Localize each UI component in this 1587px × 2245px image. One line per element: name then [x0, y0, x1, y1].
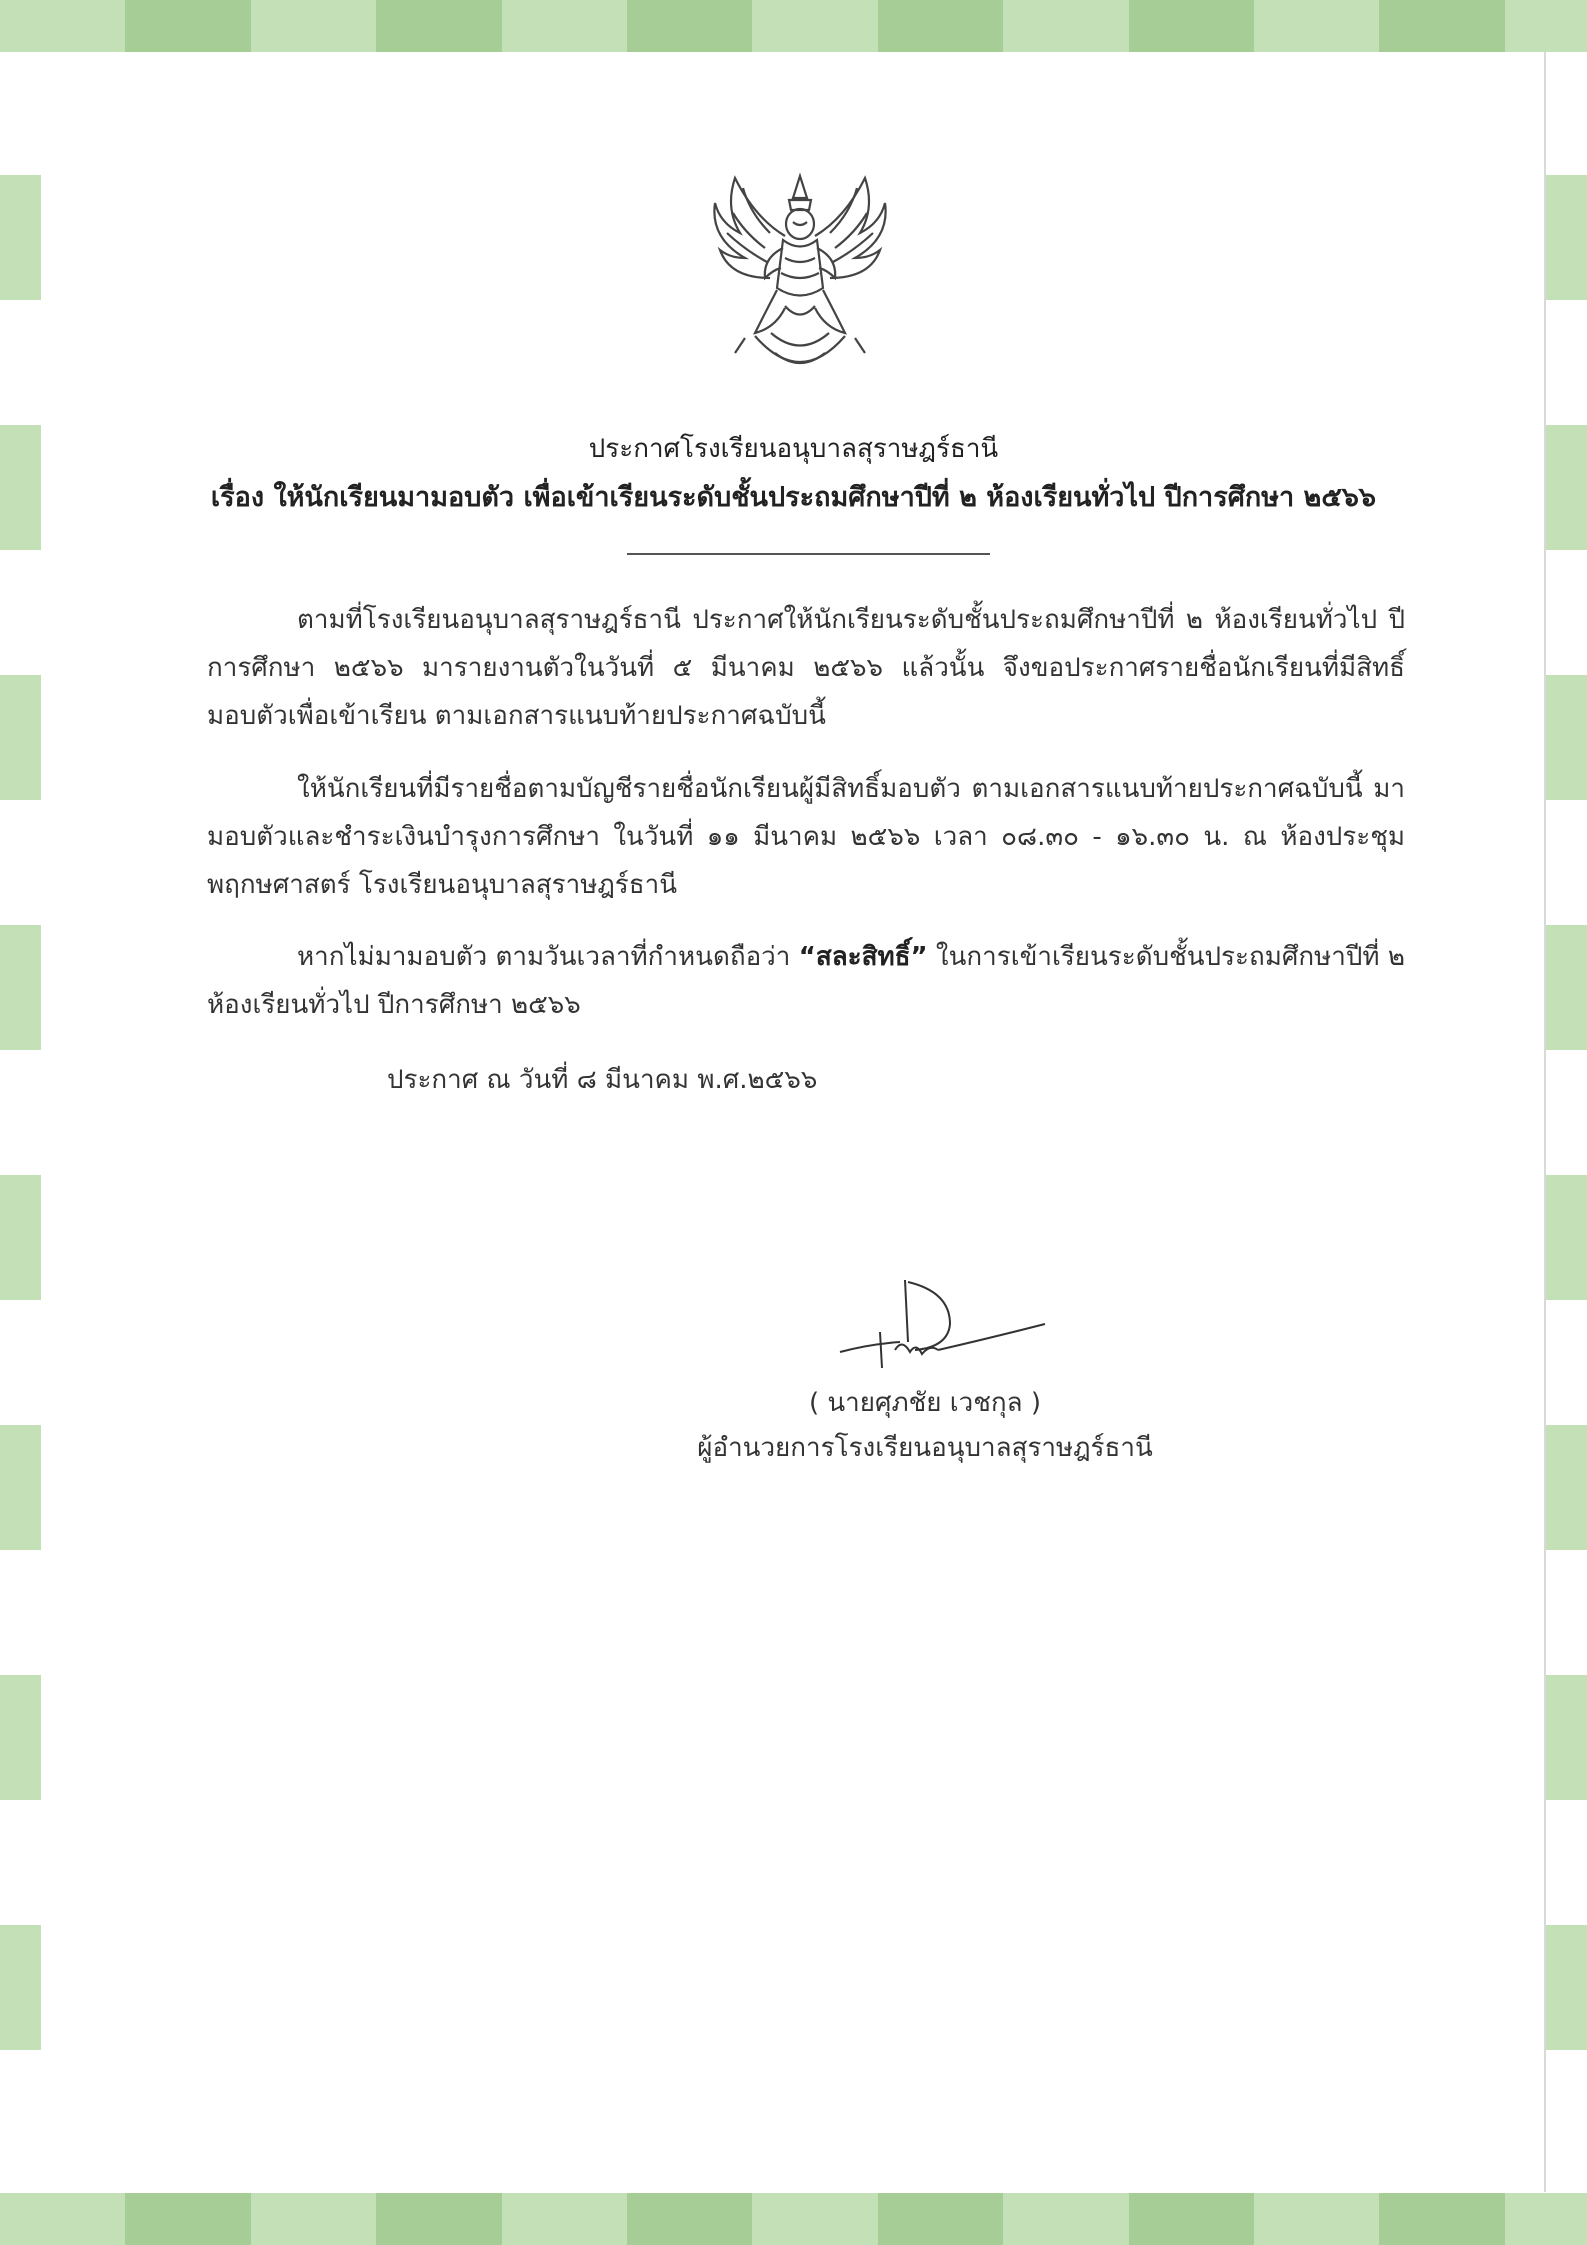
forfeit-emphasis: “สละสิทธิ์”	[798, 942, 928, 972]
side-stripe-block	[0, 1925, 41, 2050]
stripe-segment	[878, 0, 1003, 52]
stripe-segment	[376, 0, 501, 52]
stripe-segment	[627, 0, 752, 52]
stripe-segment	[251, 0, 376, 52]
side-stripe-block	[0, 925, 41, 1050]
stripe-segment	[251, 2193, 376, 2245]
stripe-segment	[0, 0, 125, 52]
paragraph-2: ให้นักเรียนที่มีรายชื่อตามบัญชีรายชื่อนักเรียนผู้มีสิทธิ์มอบตัว ตามเอกสารแนบท้ายประกาศฉบับนี้ มามอบตัวและชำระเงินบำรุงการศึกษา ในวันที่ ๑๑ มีนาคม ๒๕๖๖ เวลา ๐๘.๓๐ - ๑๖.๓๐ น. ณ ห้องประชุมพฤกษศาสตร์ โรงเรียนอนุบาลสุราษฎร์ธานี	[207, 774, 1405, 900]
stripe-segment	[1003, 2193, 1128, 2245]
side-stripe-block	[1546, 925, 1587, 1050]
stripe-segment	[1254, 0, 1379, 52]
stripe-segment	[502, 2193, 627, 2245]
stripe-segment	[125, 0, 250, 52]
top-stripe-border	[0, 0, 1587, 52]
paragraph-1: ตามที่โรงเรียนอนุบาลสุราษฎร์ธานี ประกาศให้นักเรียนระดับชั้นประถมศึกษาปีที่ ๒ ห้องเรียนทั่วไป ปีการศึกษา ๒๕๖๖ มารายงานตัวในวันที่ ๕ มีนาคม ๒๕๖๖ แล้วนั้น จึงขอประกาศรายชื่อนักเรียนที่มีสิทธิ์มอบตัวเพื่อเข้าเรียน ตามเอกสารแนบท้ายประกาศฉบับนี้	[207, 605, 1405, 731]
signer-name: ( นายศุภชัย เวชกุล )	[808, 1388, 1042, 1418]
stripe-segment	[878, 2193, 1003, 2245]
stripe-segment	[0, 2193, 125, 2245]
side-stripe-block	[0, 1175, 41, 1300]
side-stripe-block	[1546, 1925, 1587, 2050]
stripe-segment	[1003, 0, 1128, 52]
signer-position: ผู้อำนวยการโรงเรียนอนุบาลสุราษฎร์ธานี	[697, 1433, 1153, 1463]
side-stripe-block	[1546, 675, 1587, 800]
side-stripe-block	[0, 675, 41, 800]
side-stripe-block	[1546, 425, 1587, 550]
right-margin-line	[1544, 52, 1546, 2192]
stripe-segment	[502, 0, 627, 52]
bottom-stripe-border	[0, 2193, 1587, 2245]
stripe-segment	[1254, 2193, 1379, 2245]
stripe-segment	[376, 2193, 501, 2245]
stripe-segment	[1505, 0, 1587, 52]
signature-icon	[820, 1272, 1060, 1382]
announce-date: ประกาศ ณ วันที่ ๘ มีนาคม พ.ศ.๒๕๖๖	[387, 1065, 818, 1095]
stripe-segment	[1129, 2193, 1254, 2245]
side-stripe-block	[1546, 1425, 1587, 1550]
paragraph-3	[207, 933, 1405, 1029]
stripe-segment	[627, 2193, 752, 2245]
title-divider	[627, 553, 990, 555]
announcement-subject: เรื่อง ให้นักเรียนมามอบตัว เพื่อเข้าเรียนระดับชั้นประถมศึกษาปีที่ ๒ ห้องเรียนทั่วไป ปีการศึกษา ๒๕๖๖	[210, 482, 1377, 513]
side-stripe-block	[1546, 1675, 1587, 1800]
stripe-segment	[125, 2193, 250, 2245]
stripe-segment	[1129, 0, 1254, 52]
side-stripe-block	[0, 175, 41, 300]
side-stripe-block	[1546, 1175, 1587, 1300]
side-stripe-block	[0, 1425, 41, 1550]
side-stripe-block	[1546, 175, 1587, 300]
stripe-segment	[752, 0, 877, 52]
paragraph-3-text-b: ในการเข้าเรียนระดับชั้นประถมศึกษาปีที่ ๒ ห้องเรียนทั่วไป ปีการศึกษา ๒๕๖๖	[207, 942, 1405, 1020]
side-stripe-block	[0, 425, 41, 550]
stripe-segment	[1505, 2193, 1587, 2245]
stripe-segment	[1379, 2193, 1504, 2245]
stripe-segment	[752, 2193, 877, 2245]
announcement-title: ประกาศโรงเรียนอนุบาลสุราษฎร์ธานี	[588, 434, 999, 464]
side-stripe-block	[0, 1675, 41, 1800]
stripe-segment	[1379, 0, 1504, 52]
garuda-emblem-icon	[685, 158, 915, 408]
paragraph-3-text-a: หากไม่มามอบตัว ตามวันเวลาที่กำหนดถือว่า	[297, 942, 799, 972]
